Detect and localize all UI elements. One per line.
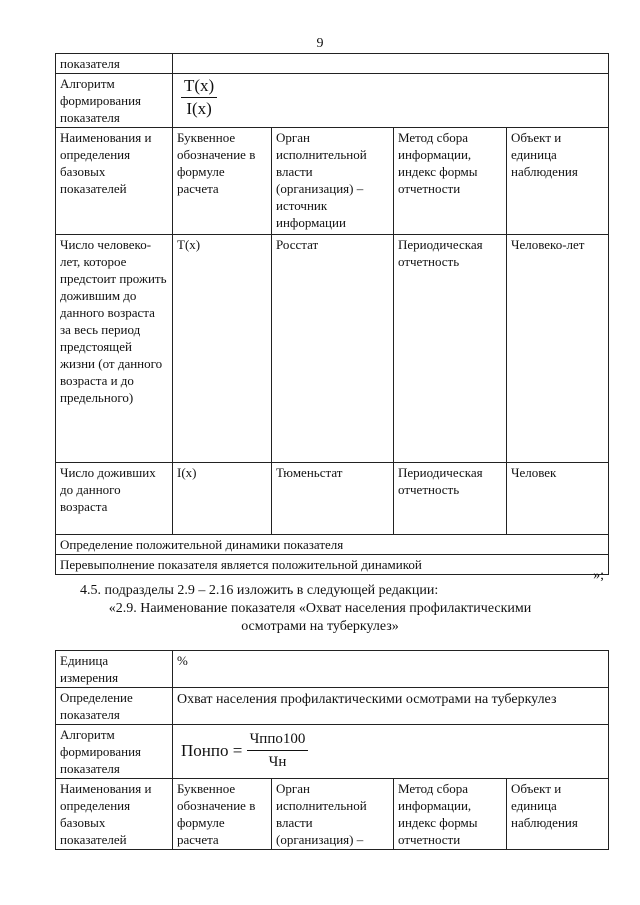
table2-algorithm-label: Алгоритм формирования показателя [56,725,173,779]
table2-formula-cell [173,725,609,779]
table-row [56,463,609,535]
formula-denominator: I(x) [186,99,212,118]
table2-header-method: Метод сбора информации, индекс формы отчетности [394,779,507,850]
table1-algorithm-label: Алгоритм формирования показателя [56,74,173,128]
table1-header-name: Наименования и определения базовых показателей [56,128,173,235]
indicator-title-line2: осмотрами на туберкулез» [241,619,399,634]
row1-object: Человеко-лет [507,235,609,463]
formula2-numerator: Чппо100 [247,729,309,751]
indicator-table-1 [55,53,609,575]
row2-name: Число доживших до данного возраста [56,463,173,535]
table2-definition-value: Охват населения профилактическими осмотрами на туберкулез [173,688,609,725]
page-number: 9 [316,36,324,51]
table2-header-name: Наименования и определения базовых показателей [56,779,173,850]
table2-formula [247,729,309,772]
indicator-title-line1: «2.9. Наименование показателя «Охват населения профилактическими [108,601,532,616]
table2-header-object: Объект и единица наблюдения [507,779,609,850]
row1-name: Число человеко-лет, которое предстоит прожить дожившим до данного возраста за весь период предстоящей жизни (от данного возраста и до предельного) [56,235,173,463]
row1-source: Росстат [272,235,394,463]
table-row [56,235,609,463]
positive-dynamics-value: Перевыполнение показателя является положительной динамикой [56,555,609,575]
section-4-5-text: 4.5. подразделы 2.9 – 2.16 изложить в следующей редакции: [80,583,439,598]
table1-top-label: показателя [56,54,173,74]
row2-object: Человек [507,463,609,535]
row2-symbol: I(x) [173,463,272,535]
formula2-denominator: Чн [268,754,287,770]
table1-header-object: Объект и единица наблюдения [507,128,609,235]
row2-method: Периодическая отчетность [394,463,507,535]
table2-unit-value: % [173,651,609,688]
table1-header-source: Орган исполнительной власти (организация) – источник информации [272,128,394,235]
table2-header-symbol: Буквенное обозначение в формуле расчета [173,779,272,850]
positive-dynamics-label: Определение положительной динамики показателя [56,535,609,555]
quote-end: »; [593,568,604,583]
table1-top-value [173,54,609,74]
table1-formula [181,76,217,119]
table2-header-source: Орган исполнительной власти (организация) – [272,779,394,850]
table1-header-symbol: Буквенное обозначение в формуле расчета [173,128,272,235]
table2-unit-label: Единица измерения [56,651,173,688]
formula2-lhs: Понпо = [181,741,243,760]
table1-header-method: Метод сбора информации, индекс формы отчетности [394,128,507,235]
table1-formula-cell [173,74,609,128]
table2-definition-label: Определение показателя [56,688,173,725]
indicator-table-2 [55,650,609,850]
formula-numerator: T(x) [181,76,217,98]
row1-method: Периодическая отчетность [394,235,507,463]
row1-symbol: T(x) [173,235,272,463]
row2-source: Тюменьстат [272,463,394,535]
